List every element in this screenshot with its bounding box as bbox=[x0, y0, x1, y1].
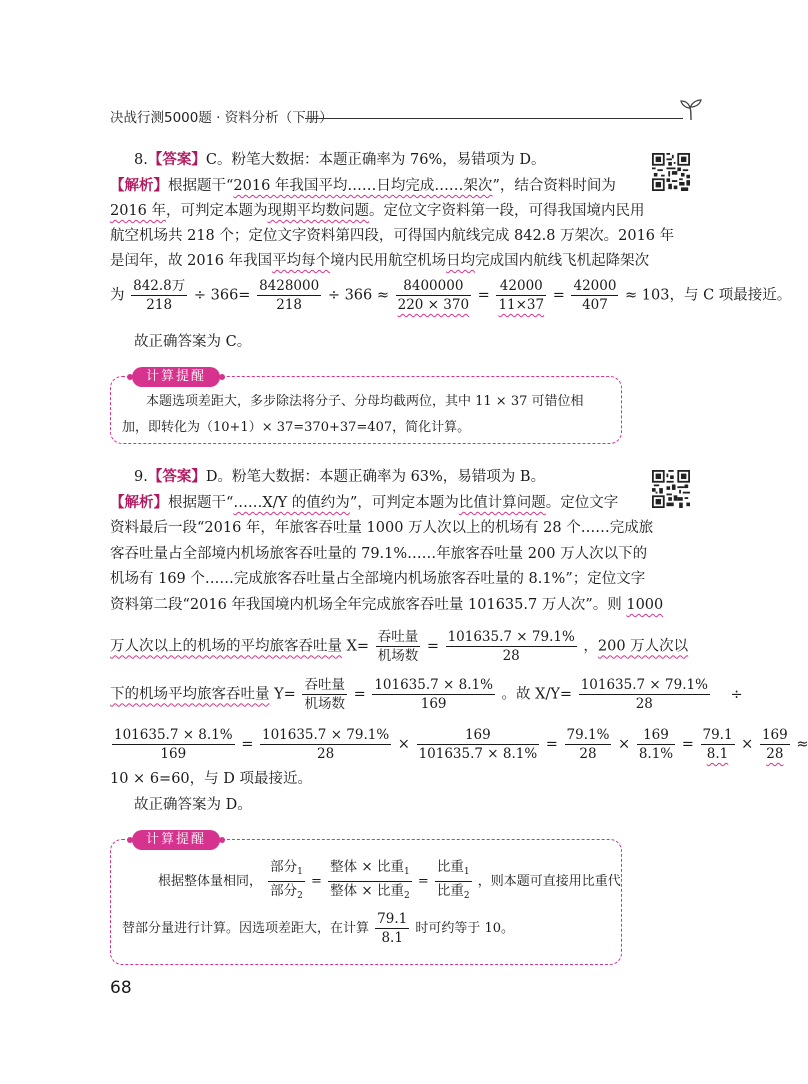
denominator: 28 bbox=[635, 696, 653, 712]
fraction bbox=[571, 277, 618, 314]
operator: = bbox=[681, 736, 694, 753]
subscript: 2 bbox=[403, 891, 410, 901]
operator: = bbox=[477, 287, 490, 304]
q8-answer-text: C。粉笔大数据：本题正确率为 76%，易错项为 D。 bbox=[205, 152, 546, 168]
denominator: 整体 × 比重 bbox=[330, 883, 404, 899]
numerator: 79.1 bbox=[377, 911, 408, 927]
operator: ÷ bbox=[730, 686, 743, 703]
highlight-span: 日均 bbox=[446, 253, 476, 269]
operator: × bbox=[618, 736, 631, 753]
q9-conclusion: 故正确答案为 D。 bbox=[134, 797, 252, 813]
q8-answer-label: 【答案】 bbox=[147, 152, 206, 168]
operator: × bbox=[741, 736, 754, 753]
fraction bbox=[565, 726, 612, 763]
q8-analysis-line-1 bbox=[110, 176, 616, 196]
fraction bbox=[268, 858, 305, 905]
text-span: ≈ 103，与 C 项最接近。 bbox=[625, 287, 792, 304]
highlight-span: 现期平均数问题 bbox=[267, 203, 370, 219]
q9-analysis-line-7 bbox=[110, 676, 743, 713]
text-span: 境内民用航空机场 bbox=[330, 253, 447, 269]
numerator: 8428000 bbox=[259, 278, 320, 294]
fraction bbox=[446, 628, 577, 665]
page-number: 68 bbox=[110, 978, 132, 998]
q8-analysis-line-2 bbox=[110, 201, 645, 221]
text-span: 是闰年，故 2016 年我国 bbox=[110, 253, 273, 269]
subscript: 1 bbox=[297, 867, 303, 877]
numerator: 整体 × 比重 bbox=[330, 859, 404, 875]
operator: = bbox=[311, 874, 322, 889]
denominator: 169 bbox=[160, 746, 187, 762]
fraction bbox=[396, 277, 471, 314]
text-span: 替部分量进行计算。因选项差距大，在计算 bbox=[122, 921, 370, 936]
highlight-span: 下的机场平均旅客吞吐量 bbox=[110, 686, 270, 703]
numerator: 42000 bbox=[573, 278, 617, 294]
highlight-span: 比值计算问题 bbox=[458, 495, 546, 511]
text-span: 。定位文字资料第一段，可得我国境内民用 bbox=[369, 203, 645, 219]
text-span: X= bbox=[342, 638, 370, 655]
denominator: 28 bbox=[579, 746, 597, 762]
numerator: 42000 bbox=[496, 277, 546, 296]
denominator: 8.1% bbox=[638, 746, 674, 762]
q9-analysis-line-8 bbox=[110, 726, 808, 763]
numerator: 101635.7 × 79.1% bbox=[261, 727, 390, 743]
numerator: 吞吐量 bbox=[377, 629, 419, 645]
denominator: 218 bbox=[146, 297, 173, 313]
q8-number: 8. bbox=[134, 152, 148, 168]
denominator: 220 × 370 bbox=[397, 297, 470, 313]
numerator: 101635.7 × 8.1% bbox=[114, 727, 233, 743]
denominator: 8.1 bbox=[381, 930, 403, 946]
denominator: 机场数 bbox=[377, 648, 419, 664]
text-span: 为 bbox=[110, 287, 125, 304]
text-span: 根据题干“ bbox=[168, 495, 234, 511]
denominator: 部分 bbox=[270, 883, 298, 899]
q9-answer-text: D。粉笔大数据：本题正确率为 63%，易错项为 B。 bbox=[205, 469, 546, 485]
qr-code-icon[interactable] bbox=[652, 470, 690, 508]
q9-analysis-line-4: 机场有 169 个……完成旅客吞吐量占全部境内机场旅客吞吐量的 8.1%”；定位文字 bbox=[110, 571, 646, 587]
numerator: 比重 bbox=[436, 859, 464, 875]
tip2-line-2 bbox=[122, 910, 514, 947]
operator: = bbox=[417, 874, 429, 889]
denominator: 28 bbox=[502, 648, 520, 664]
numerator: 79.1 bbox=[702, 727, 733, 743]
text-span: 资料第二段“2016 年我国境内机场全年完成旅客吞吐量 101635.7 万人次”。则 bbox=[110, 597, 627, 613]
highlight-span: 1000 bbox=[626, 597, 664, 613]
fraction bbox=[579, 676, 710, 713]
q9-analysis-line-6 bbox=[110, 628, 688, 665]
q8-analysis-label: 【解析】 bbox=[110, 178, 168, 194]
subscript: 1 bbox=[403, 867, 410, 877]
fraction bbox=[112, 726, 235, 763]
numerator: 101635.7 × 8.1% bbox=[374, 677, 493, 693]
q8-answer-line bbox=[134, 150, 546, 170]
q8-conclusion: 故正确答案为 C。 bbox=[134, 334, 252, 350]
denominator: 169 bbox=[420, 696, 447, 712]
q9-analysis-line-9: 10 × 6=60，与 D 项最接近。 bbox=[110, 771, 312, 787]
denominator: 101635.7 × 8.1% bbox=[418, 746, 538, 762]
calc-tip-tag-2: 计算提醒 bbox=[132, 830, 220, 850]
operator: = bbox=[545, 736, 558, 753]
fraction bbox=[372, 676, 495, 713]
numerator: 842.8万 bbox=[133, 278, 186, 294]
text-span: 根据题干“ bbox=[168, 178, 234, 194]
q9-answer-label: 【答案】 bbox=[147, 469, 206, 485]
text-span: ”，结合资料时间为 bbox=[492, 178, 616, 194]
numerator: 169 bbox=[417, 726, 540, 745]
numerator: 79.1% bbox=[566, 727, 610, 743]
numerator: 169 bbox=[637, 726, 675, 745]
q9-answer-line bbox=[134, 467, 545, 487]
q9-number: 9. bbox=[134, 469, 148, 485]
q9-analysis-line-5 bbox=[110, 595, 663, 615]
text-span: 时可约等于 10。 bbox=[415, 921, 515, 936]
denominator: 407 bbox=[582, 297, 608, 313]
text-span: 。定位文字 bbox=[545, 495, 619, 511]
text-span: ， bbox=[583, 638, 598, 655]
fraction bbox=[496, 277, 546, 314]
fraction bbox=[435, 858, 472, 905]
q9-analysis-line-2: 资料最后一段“2016 年，年旅客吞吐量 1000 万人次以上的机场有 28 个……完成旅 bbox=[110, 520, 654, 536]
highlight-span: 万人次以上的机场的平均旅客吞吐量 bbox=[110, 638, 342, 655]
numerator: 169 bbox=[761, 727, 788, 743]
fraction bbox=[302, 676, 347, 713]
denominator: 28 bbox=[766, 746, 784, 762]
header-rule bbox=[305, 118, 683, 119]
numerator: 101635.7 × 79.1% bbox=[447, 629, 575, 645]
highlight-span: 2016 年 bbox=[110, 203, 167, 219]
text-span: Y= bbox=[269, 686, 296, 703]
text-span: 根据整体量相同， bbox=[158, 874, 263, 889]
numerator: 吞吐量 bbox=[304, 677, 345, 693]
tip1-line-1: 本题选项差距大，多步除法将分子、分母均截两位，其中 11 × 37 可错位相 bbox=[146, 394, 584, 409]
operator: ÷ 366= bbox=[193, 287, 251, 304]
running-header-title: 决战行测5000题 · 资料分析（下册） bbox=[110, 110, 333, 126]
q9-analysis-line-1 bbox=[110, 493, 618, 513]
fraction bbox=[328, 858, 412, 905]
qr-code-icon[interactable] bbox=[652, 153, 690, 191]
text-span: ，可判定本题为 bbox=[166, 203, 268, 219]
subscript: 1 bbox=[463, 867, 470, 877]
calc-tip-tag-1: 计算提醒 bbox=[132, 367, 220, 387]
denominator: 比重 bbox=[436, 883, 464, 899]
numerator: 8400000 bbox=[396, 277, 471, 296]
q8-analysis-line-3: 航空机场共 218 个；定位文字资料第四段，可得国内航线完成 842.8 万架次。2016 年 bbox=[110, 228, 675, 244]
q9-analysis-line-3: 客吞吐量占全部境内机场旅客吞吐量的 79.1%……年旅客吞吐量 200 万人次以下的 bbox=[110, 546, 648, 562]
highlight-span: 2016 年我国平均……日均完成……架次 bbox=[233, 178, 493, 194]
operator: = bbox=[426, 638, 439, 655]
operator: = bbox=[552, 287, 565, 304]
fraction bbox=[376, 628, 421, 665]
q9-analysis-label: 【解析】 bbox=[110, 495, 168, 511]
highlight-span: ……X/Y 的值约为 bbox=[233, 495, 350, 511]
fraction bbox=[417, 726, 540, 763]
denominator: 11×37 bbox=[498, 297, 545, 313]
fraction bbox=[260, 726, 391, 763]
denominator: 218 bbox=[276, 297, 303, 313]
denominator: 28 bbox=[316, 746, 335, 762]
operator: ÷ 366 ≈ bbox=[327, 287, 390, 304]
fraction bbox=[637, 726, 675, 763]
fraction bbox=[760, 726, 790, 763]
numerator: 部分 bbox=[270, 859, 298, 875]
fraction bbox=[131, 277, 187, 314]
subscript: 2 bbox=[463, 891, 470, 901]
operator: ≈ bbox=[796, 736, 808, 753]
subscript: 2 bbox=[297, 891, 303, 901]
tip2-line-1 bbox=[158, 858, 621, 905]
fraction bbox=[701, 726, 735, 763]
text-span: 。故 X/Y= bbox=[501, 686, 573, 703]
operator: = bbox=[353, 686, 366, 703]
tip1-line-2: 加，即转化为（10+1）× 37=370+37=407，简化计算。 bbox=[122, 420, 471, 435]
fraction bbox=[375, 910, 409, 947]
operator: = bbox=[241, 736, 254, 753]
text-span: ”，可判定本题为 bbox=[349, 495, 459, 511]
sprout-icon bbox=[678, 96, 704, 122]
highlight-span: 200 万人次以 bbox=[597, 638, 689, 655]
denominator: 机场数 bbox=[304, 696, 345, 712]
denominator: 8.1 bbox=[706, 746, 729, 762]
operator: × bbox=[397, 736, 410, 753]
q8-analysis-line-4 bbox=[110, 251, 649, 271]
fraction bbox=[257, 277, 321, 314]
highlight-span: 平均每个 bbox=[272, 253, 331, 269]
text-span: ，则本题可直接用比重代 bbox=[477, 874, 621, 889]
q8-formula-line bbox=[110, 277, 791, 314]
numerator: 101635.7 × 79.1% bbox=[580, 677, 708, 693]
text-span: 完成国内航线飞机起降架次 bbox=[475, 253, 650, 269]
